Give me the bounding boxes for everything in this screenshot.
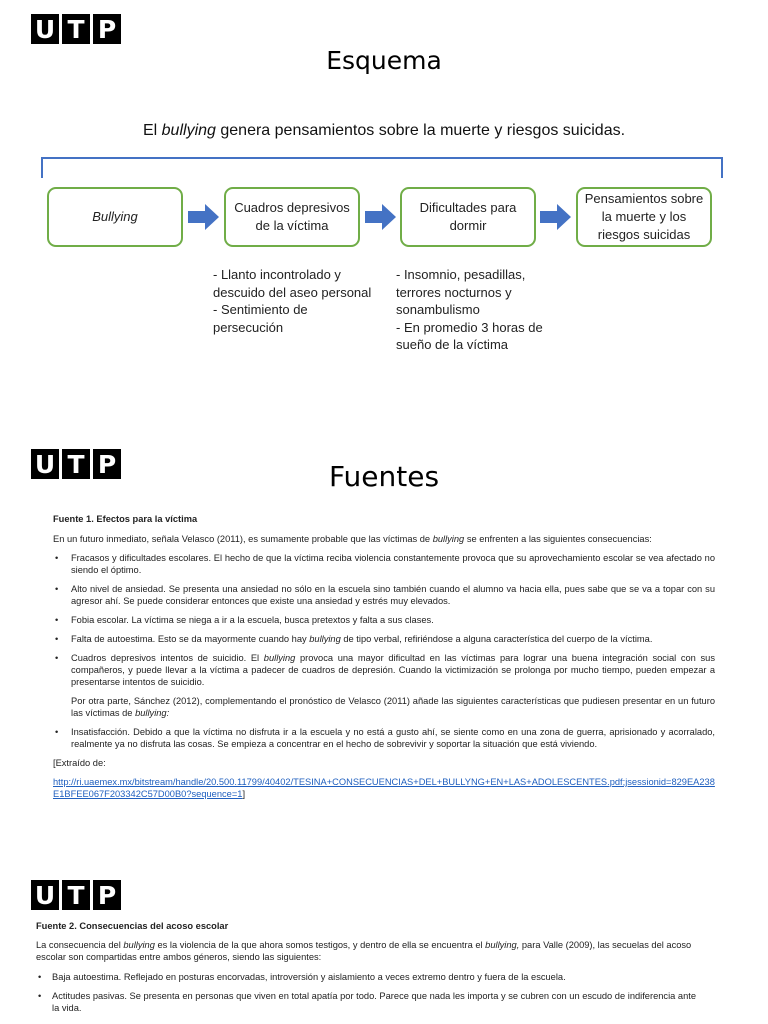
slide-esquema [0,0,768,410]
flow-box-depresivos [224,187,360,247]
notes-depresivos [213,266,371,336]
logo-letter: T [62,880,90,910]
flow-box-label: Pensamientos sobre la muerte y los riesgos suicidas [584,191,704,242]
text-run: provoca una mayor dificultad en las víctimas para lograr una buena integración social con sus compañeros, y puede llevar a la víctima a padecer de cuadros de depresión. Cuando la victimización se prolonga por mucho tiempo, pueden empezar a presentarse intentos de suicidio. [71,653,715,687]
utp-logo [31,14,121,44]
consequence-list [36,971,696,1014]
logo-letter: U [31,449,59,479]
list-item-text: Insatisfacción. Debido a que la víctima no disfruta ir a la escuela y no está a gusto ahí, se siente como en una zona de guerra, aprisionado y acorralado, realmente ya no disfruta las cosas. Se empieza a concentrar en el hecho de sobrevivir y soportar la situación que está viviendo. [71,727,715,749]
slide-title: Fuentes [328,460,440,493]
flow-box-bullying [47,187,183,247]
notes-dormir [396,266,543,354]
logo-letter: P [93,14,121,44]
note-line: sonambulismo [396,302,480,317]
text-emphasis: bullying [263,653,296,663]
logo-letter: U [31,14,59,44]
text-run: para Valle (2009), las secuelas del acoso escolar son compartidas entre ambos géneros, siendo las siguientes: [36,940,692,962]
text-run: Falta de autoestima. Esto se da mayormente cuando hay [71,634,307,644]
list-item: • Insatisfacción. Debido a que la víctima no disfruta ir a la escuela y no está a gusto ahí, se siente como en una zona de guerra, aprisionado y acorralado, realmente ya no disfruta las cosas. Se empieza a concentrar en el hecho de sobrevivir y soportar la situación que está viviendo. [55,727,715,749]
text-emphasis: bullying [432,534,465,544]
source-link[interactable]: http://ri.uaemex.mx/bitstream/handle/20.500.11799/40402/TESINA+CONSECUENCIAS+DEL+BULLYNG+EN+LAS+ADOLESCENTES.pdf;jsessionid=829EA238E1BFEE067F203342C57D00B0?sequence=1 [53,777,715,799]
logo-letter: P [93,880,121,910]
source-paragraph [53,695,715,719]
text-run: En un futuro inmediato, señala Velasco (2011), es sumamente probable que las víctimas de [53,534,431,544]
consequence-list [53,552,715,688]
text-run: Cuadros depresivos intentos de suicidio. El [71,653,260,663]
list-item-text: Actitudes pasivas. Se presenta en personas que viven en total apatía por todo. Parece que nada les importa y se cubren con un escudo de indiferencia ante la vida. [52,991,696,1013]
text-emphasis: bullying [123,940,155,950]
text-run: de tipo verbal, refiriéndose a alguna característica del cuerpo de la víctima. [343,634,653,644]
list-item: • Actitudes pasivas. Se presenta en personas que viven en total apatía por todo. Parece que nada les importa y se cubren con un escudo de indiferencia ante la vida. [38,991,696,1013]
text-emphasis: bullying, [485,940,520,950]
right-arrow-icon [365,203,397,231]
source-intro [36,939,696,963]
source-2-text [36,920,696,1021]
slide-fuentes [0,436,768,846]
text-run: ] [242,789,246,799]
slide-title: Esquema [326,46,442,75]
list-item: • Fobia escolar. La víctima se niega a ir a la escuela, busca pretextos y falta a sus clases. [55,615,434,625]
note-line: - Llanto incontrolado y [213,267,341,282]
note-line: descuido del aseo personal [213,284,372,300]
logo-letter: T [62,14,90,44]
list-item-text: Alto nivel de ansiedad. Se presenta una ansiedad no sólo en la escuela sino también cuando el alumno va hacia ella, pues sabe que se va a topar con su agresor ahí. Se puede considerar entonces que existe una ansiedad y estrés muy elevados. [71,584,715,606]
slide-subtitle [0,122,768,140]
list-item: • Alto nivel de ansiedad. Se presenta una ansiedad no sólo en la escuela sino también cuando el alumno va hacia ella, pues sabe que se va a topar con su agresor ahí. Se puede considerar entonces que existe una ansiedad y estrés muy elevados. [55,584,715,606]
source-heading: Fuente 2. Consecuencias del acoso escolar [36,921,229,931]
note-line: - En promedio 3 horas de [396,319,543,335]
slide-fuente-2 [0,866,768,1024]
text-emphasis: bullying: [135,708,170,718]
consequence-list [53,726,715,750]
note-line: sueño de la víctima [396,337,509,352]
note-line: persecución [213,319,284,335]
note-line: terrores nocturnos y [396,284,512,300]
list-item-text: Fracasos y dificultades escolares. El hecho de que la víctima reciba violencia constantemente provoca que su aprovechamiento escolar se vea afectado no siendo el óptimo. [71,553,715,575]
text-run: Por otra parte, Sánchez (2012), complementando el pronóstico de Velasco (2011) añade las siguientes características que pudiesen presentar en un futuro las víctimas de [71,696,715,718]
flow-box-label: Dificultades para dormir [419,200,517,233]
logo-letter: U [31,880,59,910]
list-item: • Baja autoestima. Reflejado en posturas encorvadas, introversión y aislamiento a veces extremo dentro y fuera de la escuela. [38,972,566,982]
subtitle-emphasis: bullying [161,122,216,139]
flow-box-pensamientos [576,187,712,247]
list-item-text: Baja autoestima. Reflejado en posturas encorvadas, introversión y aislamiento a veces extremo dentro y fuera de la escuela. [52,972,566,982]
list-item-text: Fobia escolar. La víctima se niega a ir a la escuela, busca pretextos y falta a sus clases. [71,615,434,625]
logo-letter: P [93,449,121,479]
bracket-line [40,154,724,182]
list-item: • Fracasos y dificultades escolares. El hecho de que la víctima reciba violencia constantemente provoca que su aprovechamiento escolar se vea afectado no siendo el óptimo. [55,553,715,575]
note-line: - Insomnio, pesadillas, [396,267,526,282]
text-emphasis: bullying [309,634,341,644]
utp-logo [31,880,121,910]
text-run: se enfrenten a las siguientes consecuencias: [466,534,652,544]
source-1-text [53,513,715,807]
source-link-line [53,776,715,800]
list-item: • Falta de autoestima. Esto se da mayormente cuando hay bullying de tipo verbal, refiriéndose a alguna característica del cuerpo de la víctima. [55,634,653,644]
subtitle-text: El [142,122,158,139]
list-item: • Cuadros depresivos intentos de suicidio. El bullying provoca una mayor dificultad en las víctimas para lograr una buena integración social con sus compañeros, y puede llevar a la víctima a padecer de cuadros de depresión. Cuando la victimización se prolonga por mucho tiempo, pueden empezar a presentarse intentos de suicidio. [55,653,715,687]
text-run: es la violencia de la que ahora somos testigos, y dentro de ella se encuentra el [157,940,483,950]
subtitle-text: genera pensamientos sobre la muerte y riesgos suicidas. [220,122,626,139]
flow-box-label: Cuadros depresivos de la víctima [234,200,350,233]
extract-label: [Extraído de: [53,758,106,768]
right-arrow-icon [540,203,572,231]
source-intro [53,533,715,545]
right-arrow-icon [188,203,220,231]
flow-box-label: Bullying [92,209,138,224]
flow-box-dormir [400,187,536,247]
text-run: La consecuencia del [36,940,121,950]
note-line: - Sentimiento de [213,302,308,317]
logo-letter: T [62,449,90,479]
source-heading: Fuente 1. Efectos para la víctima [53,514,198,524]
